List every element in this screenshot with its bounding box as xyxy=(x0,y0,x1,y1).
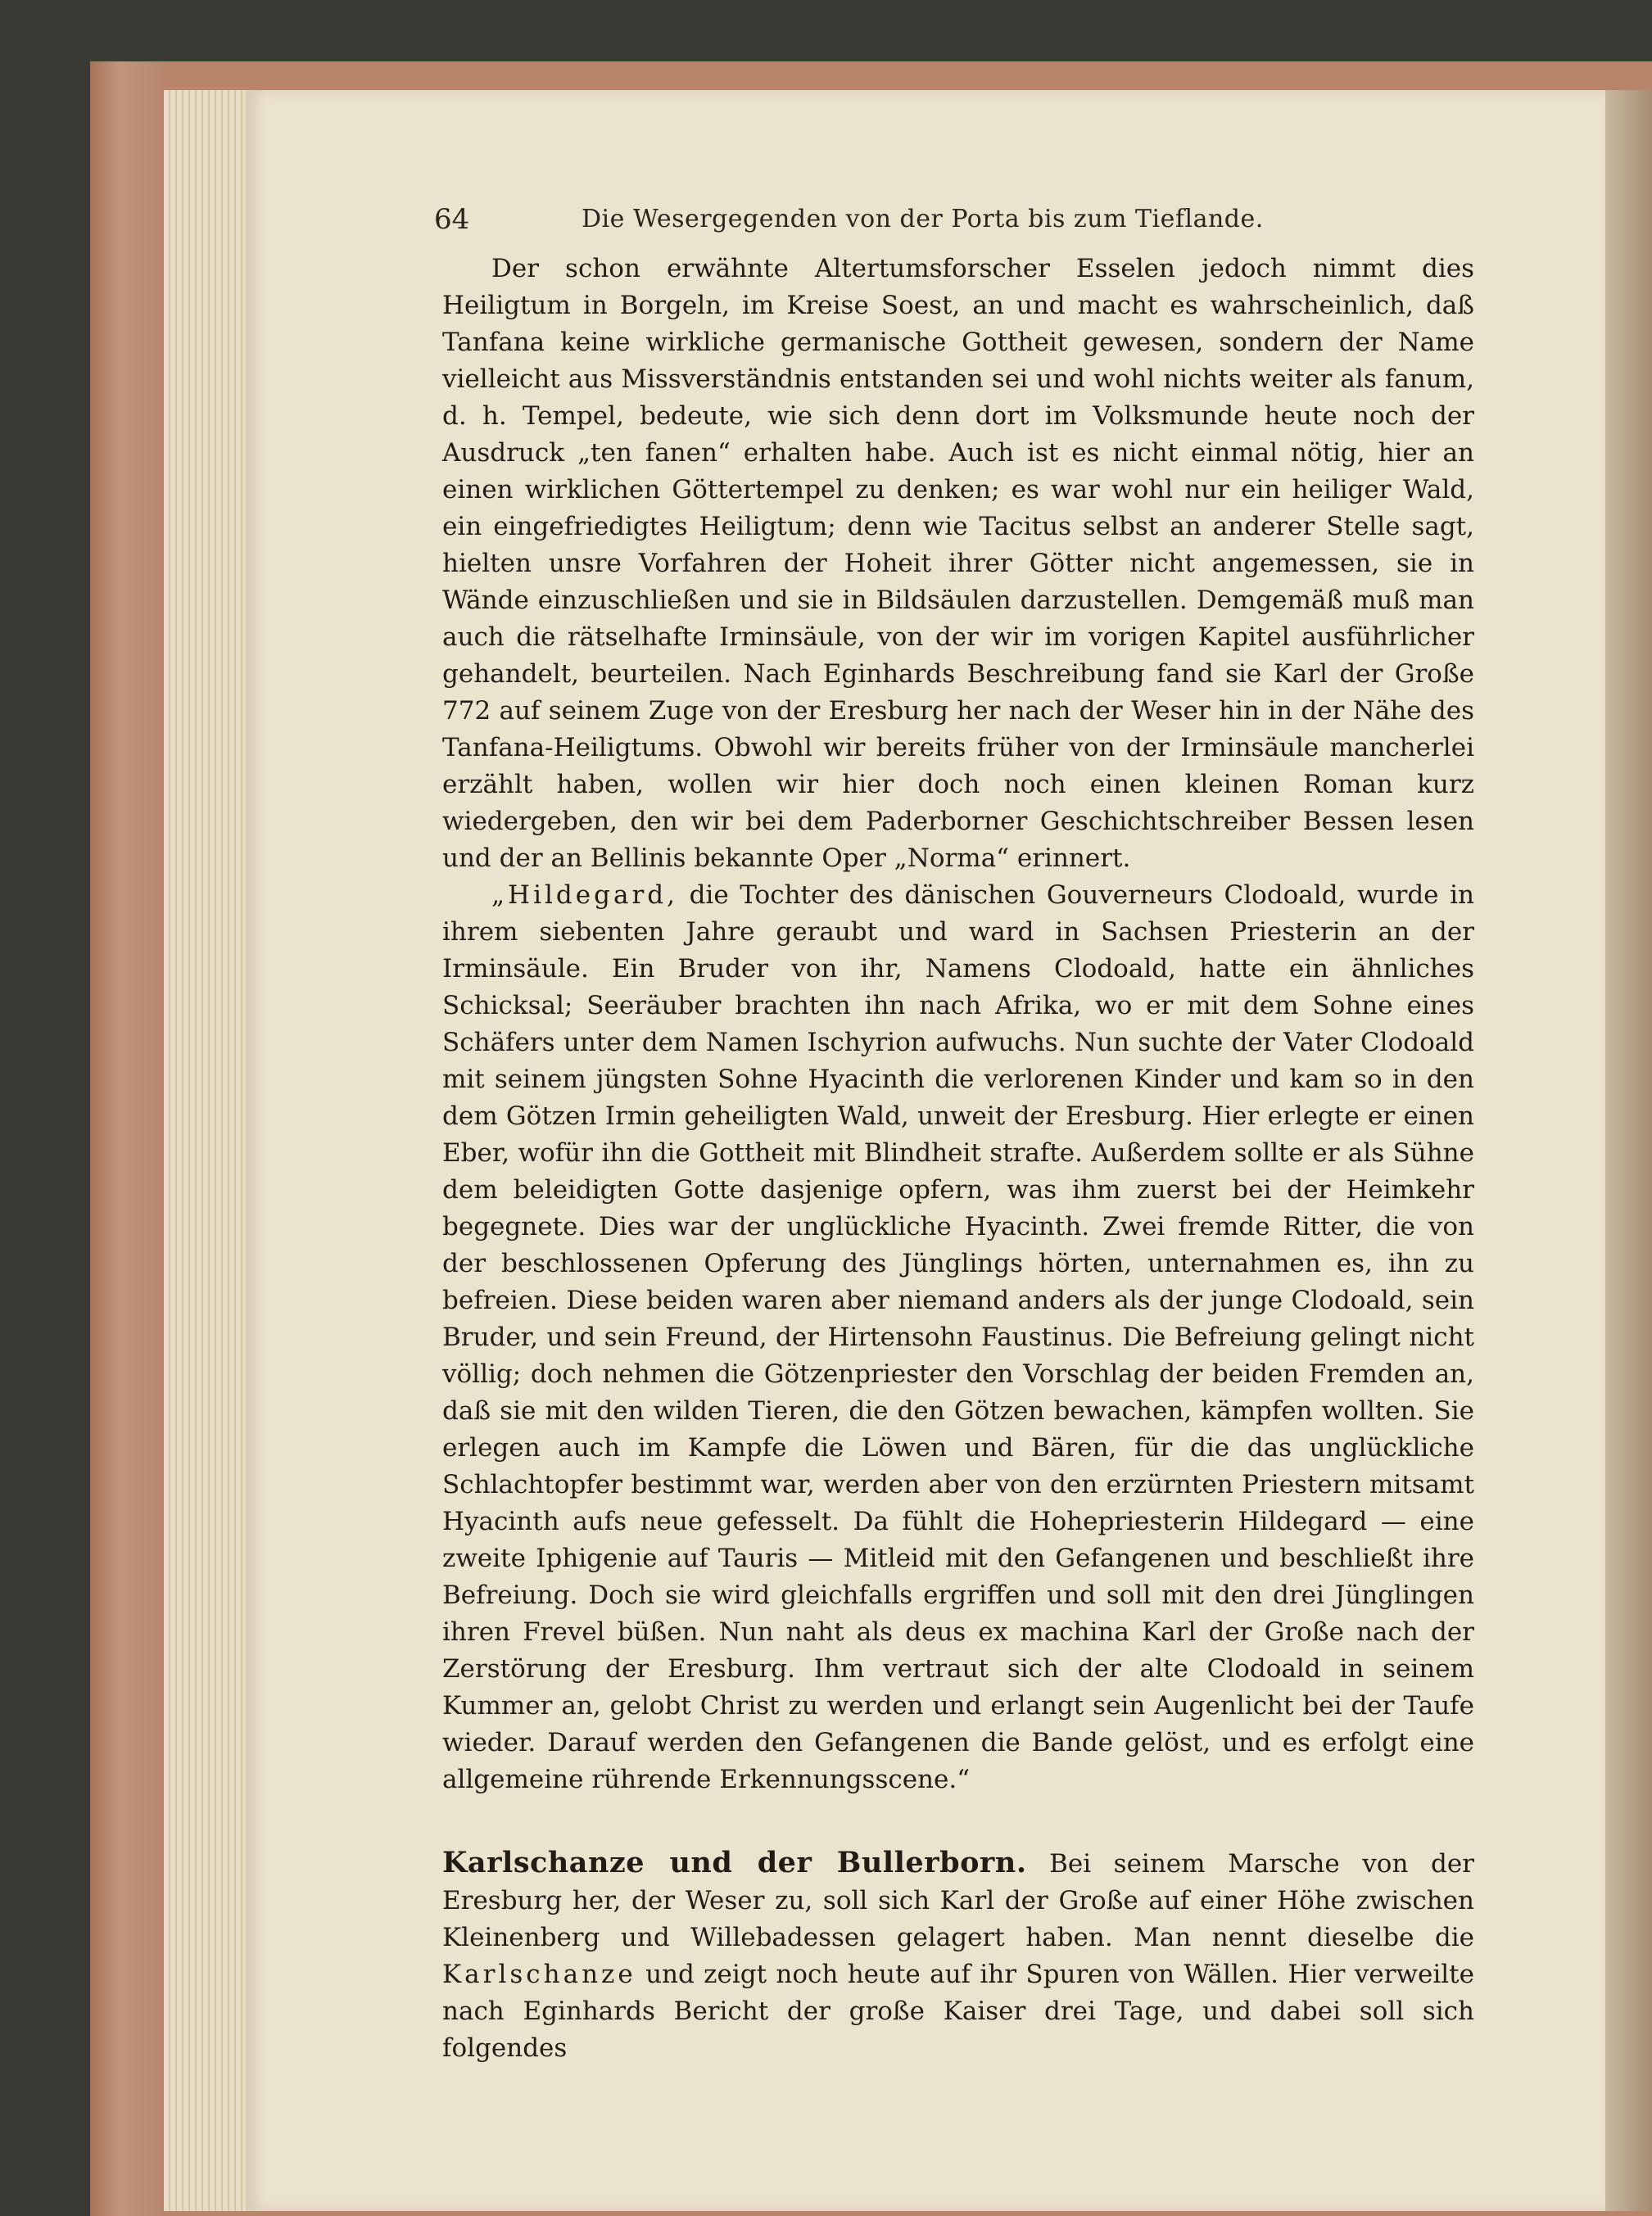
page-gutter xyxy=(1605,90,1652,2211)
quote-text: die Tochter des dänischen Gouverneurs Clodoald, wurde in ihrem siebenten Jahre geraubt und ward in Sachsen Priesterin an der Irminsäule. Ein Bruder von ihr, Namens Clodoald, hatte ein ähnliches Schicksal; Seeräuber brachten ihn nach Afrika, wo er mit dem Sohne eines Schäfers unter dem Namen Ischyrion aufwuchs. Nun suchte der Vater Clodoald mit seinem jüngsten Sohne Hyacinth die verlorenen Kinder und kam so in den dem Götzen Irmin geheiligten Wald, unweit der Eresburg. Hier erlegte er einen Eber, wofür ihn die Gottheit mit Blindheit strafte. Außerdem sollte er als Sühne dem beleidigten Gotte dasjenige opfern, was ihm zuerst bei der Heimkehr begegnete. Dies war der unglückliche Hyacinth. Zwei fremde Ritter, die von der beschlossenen Opferung des Jünglings hörten, unternahmen es, ihn zu befreien. Diese beiden waren aber niemand anders als der junge Clodoald, sein Bruder, und sein Freund, der Hirtensohn Faustinus. Die Befreiung gelingt nicht völlig; doch nehmen die Götzenpriester den Vorschlag der beiden Fremden an, daß sie mit den wilden Tieren, die den Götzen bewachen, kämpfen wollten. Sie erlegen auch im Kampfe die Löwen und Bären, für die das unglückliche Schlachtopfer bestimmt war, werden aber von den erzürnten Priestern mitsamt Hyacinth aufs neue gefesselt. Da fühlt die Hohepriesterin Hildegard — eine zweite Iphigenie auf Tauris — Mitleid mit den Gefangenen und beschließt ihre Befreiung. Doch sie wird gleichfalls ergriffen und soll mit den drei Jünglingen ihren Frevel büßen. Nun naht als deus ex machina Karl der Große nach der Zerstörung der Eresburg. Ihm vertraut sich der alte Clodoald in seinem Kummer an, gelobt Christ zu werden und erlangt sein Augenlicht bei der Taufe wieder. Darauf werden den Gefangenen die Bande gelöst, und es erfolgt eine allgemeine rührende Erkennungsscene.“ xyxy=(442,880,1474,1794)
cover-spine-edge xyxy=(90,61,164,2216)
section-spaced-term: Karlschanze xyxy=(442,1960,636,1989)
section-heading: Karlschanze und der Bullerborn. xyxy=(442,1846,1027,1879)
page-header xyxy=(434,203,1302,239)
section-text-before: Bei seinem Marsche von der Eresburg her, der Weser zu, soll sich Karl der Große auf einer Höhe zwischen Kleinenberg und Willebadessen gelagert haben. Man nennt dieselbe die xyxy=(442,1849,1475,1952)
paragraph: Der schon erwähnte Altertumsforscher Esselen jedoch nimmt dies Heiligtum in Borgeln, im Kreise Soest, an und macht es wahrscheinlich, daß Tanfana keine wirkliche germanische Gottheit gewesen, sondern der Name vielleicht aus Missverständnis entstanden sei und wohl nichts weiter als fanum, d. h. Tempel, bedeute, wie sich denn dort im Volksmunde heute noch der Ausdruck „ten fanen“ erhalten habe. Auch ist es nicht einmal nötig, hier an einen wirklichen Göttertempel zu denken; es war wohl nur ein heiliger Wald, ein eingefriedigtes Heiligtum; denn wie Tacitus selbst an anderer Stelle sagt, hielten unsre Vorfahren der Hoheit ihrer Götter nicht angemessen, sie in Wände einzuschließen und sie in Bildsäulen darzustellen. Demgemäß muß man auch die rätselhafte Irminsäule, von der wir im vorigen Kapitel ausführlicher gehandelt, beurteilen. Nach Eginhards Beschreibung fand sie Karl der Große 772 auf seinem Zuge von der Eresburg her nach der Weser hin in der Nähe des Tanfana-Heiligtums. Obwohl wir bereits früher von der Irminsäule mancherlei erzählt haben, wollen wir hier doch noch einen kleinen Roman kurz wiedergeben, den wir bei dem Paderborner Geschichtschreiber Bessen lesen und der an Bellinis bekannte Oper „Norma“ erinnert. xyxy=(442,254,1474,873)
page-number: 64 xyxy=(434,203,470,236)
section-text-after: und zeigt noch heute auf ihr Spuren von Wällen. Hier verweilte nach Eginhards Bericht der große Kaiser drei Tage, und dabei soll sich folgendes xyxy=(442,1960,1474,2063)
page-edges xyxy=(164,90,246,2211)
quoted-paragraph xyxy=(442,877,1474,1798)
quote-name: „Hildegard, xyxy=(491,880,678,910)
running-title: Die Wesergegenden von der Porta bis zum Tieflande. xyxy=(582,205,1264,233)
body-text xyxy=(442,251,1474,2067)
section-paragraph xyxy=(442,1844,1474,2067)
